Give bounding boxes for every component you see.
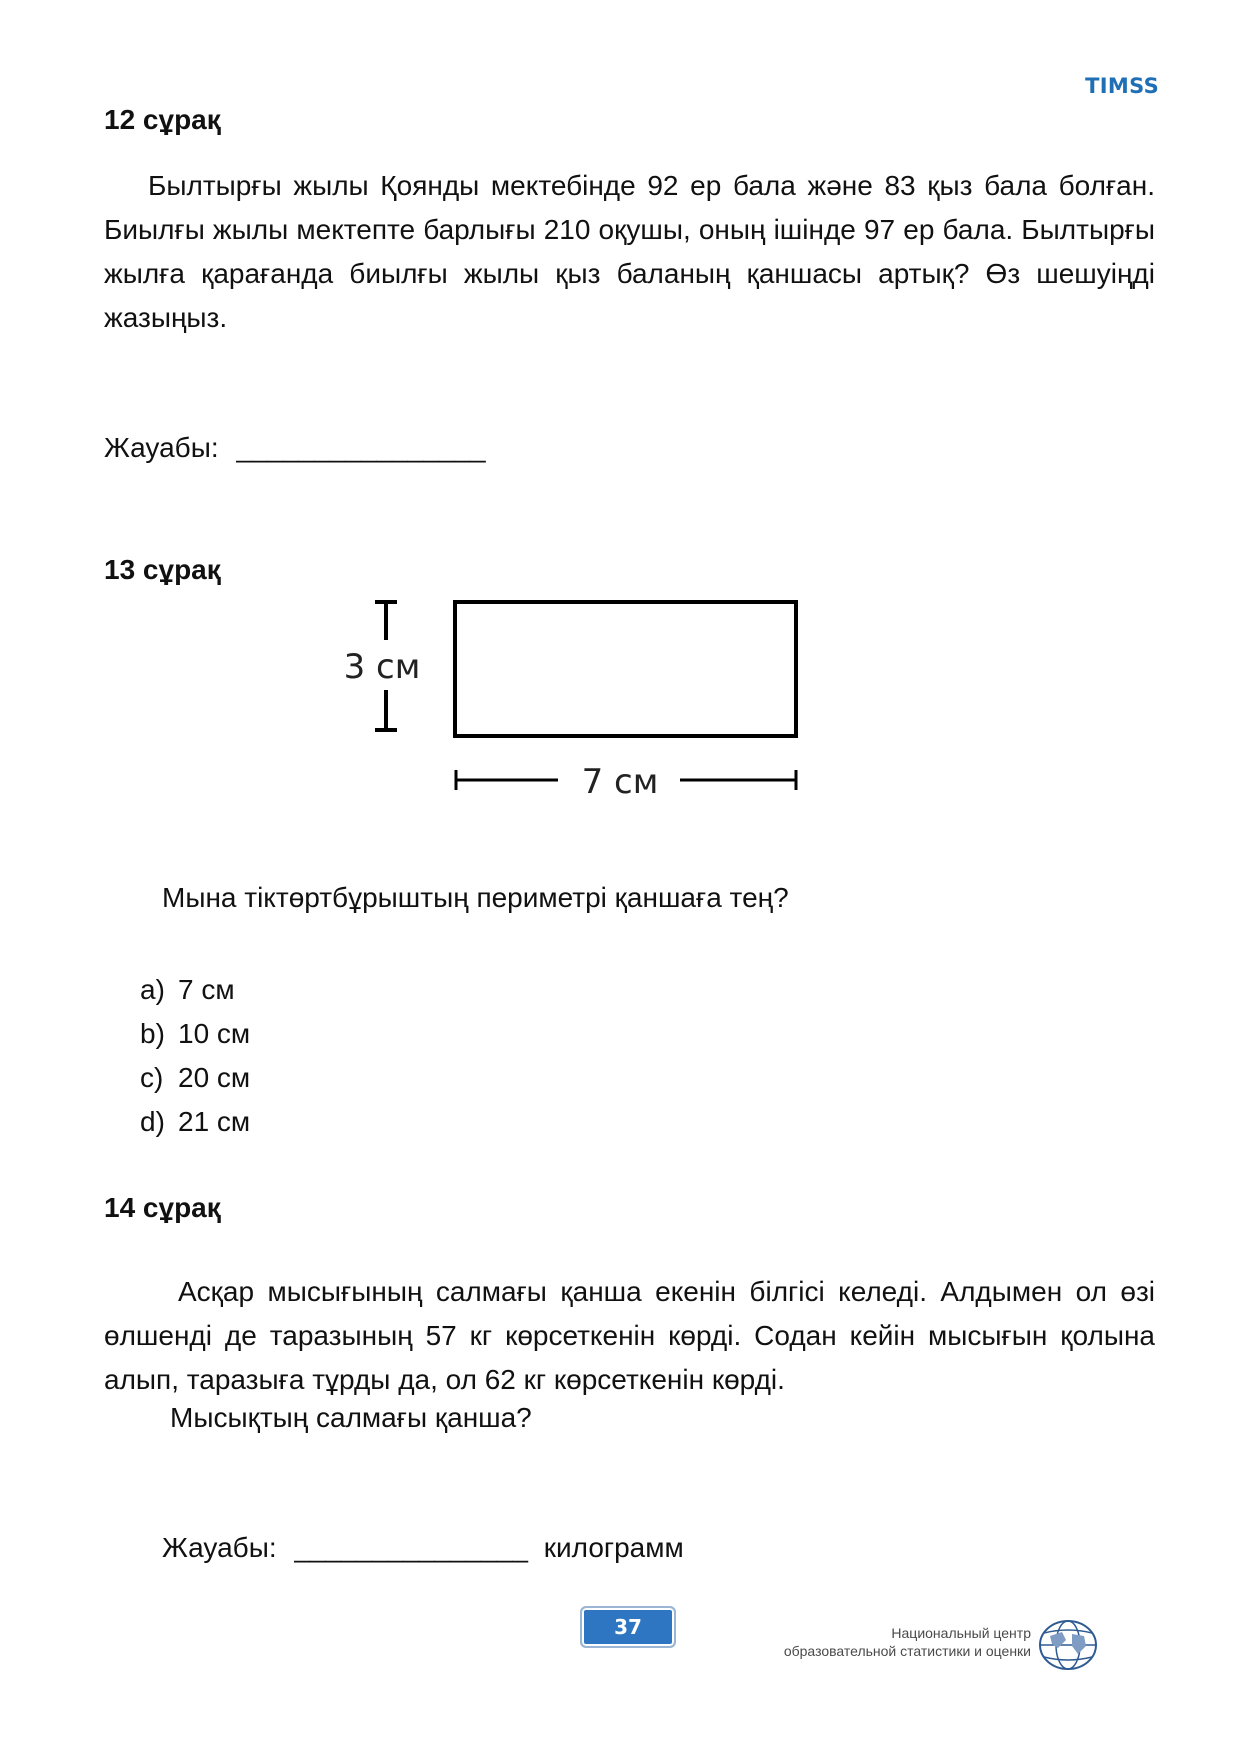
option-b[interactable] [140, 1012, 250, 1056]
question-12-title: 12 сұрақ [104, 104, 221, 135]
answer-label: Жауабы: [162, 1532, 277, 1563]
rectangle-figure [330, 590, 850, 820]
question-12-answer [104, 432, 486, 464]
option-a[interactable] [140, 968, 250, 1012]
rectangle-shape [455, 602, 796, 736]
option-letter: b) [140, 1018, 165, 1049]
org-line-2: образовательной статистики и оценки [783, 1643, 1031, 1659]
option-letter: d) [140, 1106, 165, 1137]
option-text: 20 см [178, 1062, 251, 1093]
option-letter: a) [140, 974, 165, 1005]
option-text: 21 см [178, 1106, 251, 1137]
option-c[interactable] [140, 1056, 250, 1100]
question-14-title: 14 сұрақ [104, 1192, 221, 1223]
question-13-question: Мына тіктөртбұрыштың периметрі қаншаға тең? [162, 882, 789, 913]
option-text: 10 см [178, 1018, 251, 1049]
org-line-1: Национальный центр [891, 1625, 1031, 1641]
globe-logo-icon [1036, 1618, 1100, 1672]
option-text: 7 см [178, 974, 235, 1005]
question-12-text: Былтырғы жылы Қоянды мектебінде 92 ер бала және 83 қыз бала болған. Биылғы жылы мектепте барлығы 210 оқушы, оның ішінде 97 ер бала. Былтырғы жылға қарағанда биылғы жылы қыз баланың қаншасы артық? Өз шешуіңді жазыңыз. [104, 170, 1155, 333]
option-d[interactable] [140, 1100, 250, 1144]
width-label: 7 см [581, 762, 659, 802]
answer-unit: килограмм [543, 1532, 684, 1563]
question-13-title: 13 сұрақ [104, 554, 221, 585]
height-label: 3 см [343, 647, 421, 687]
question-14-text: Асқар мысығының салмағы қанша екенін білгісі келеді. Алдымен ол өзі өлшенді де таразының 57 кг көрсеткенін көрді. Содан кейін мысығын қолына алып, таразыға тұрды да, ол 62 кг көрсеткенін көрді. [104, 1276, 1155, 1395]
answer-blank: _______________ [294, 1532, 528, 1563]
answer-options [140, 968, 250, 1144]
footer-organization [784, 1624, 1031, 1660]
answer-label: Жауабы: [104, 432, 219, 463]
option-letter: c) [140, 1062, 164, 1093]
answer-blank: ________________ [236, 432, 486, 463]
question-14-answer [162, 1532, 684, 1564]
header-brand: TIMSS [1085, 74, 1159, 98]
page-number-badge: 37 [580, 1606, 676, 1648]
question-14-question: Мысықтың салмағы қанша? [170, 1402, 532, 1433]
